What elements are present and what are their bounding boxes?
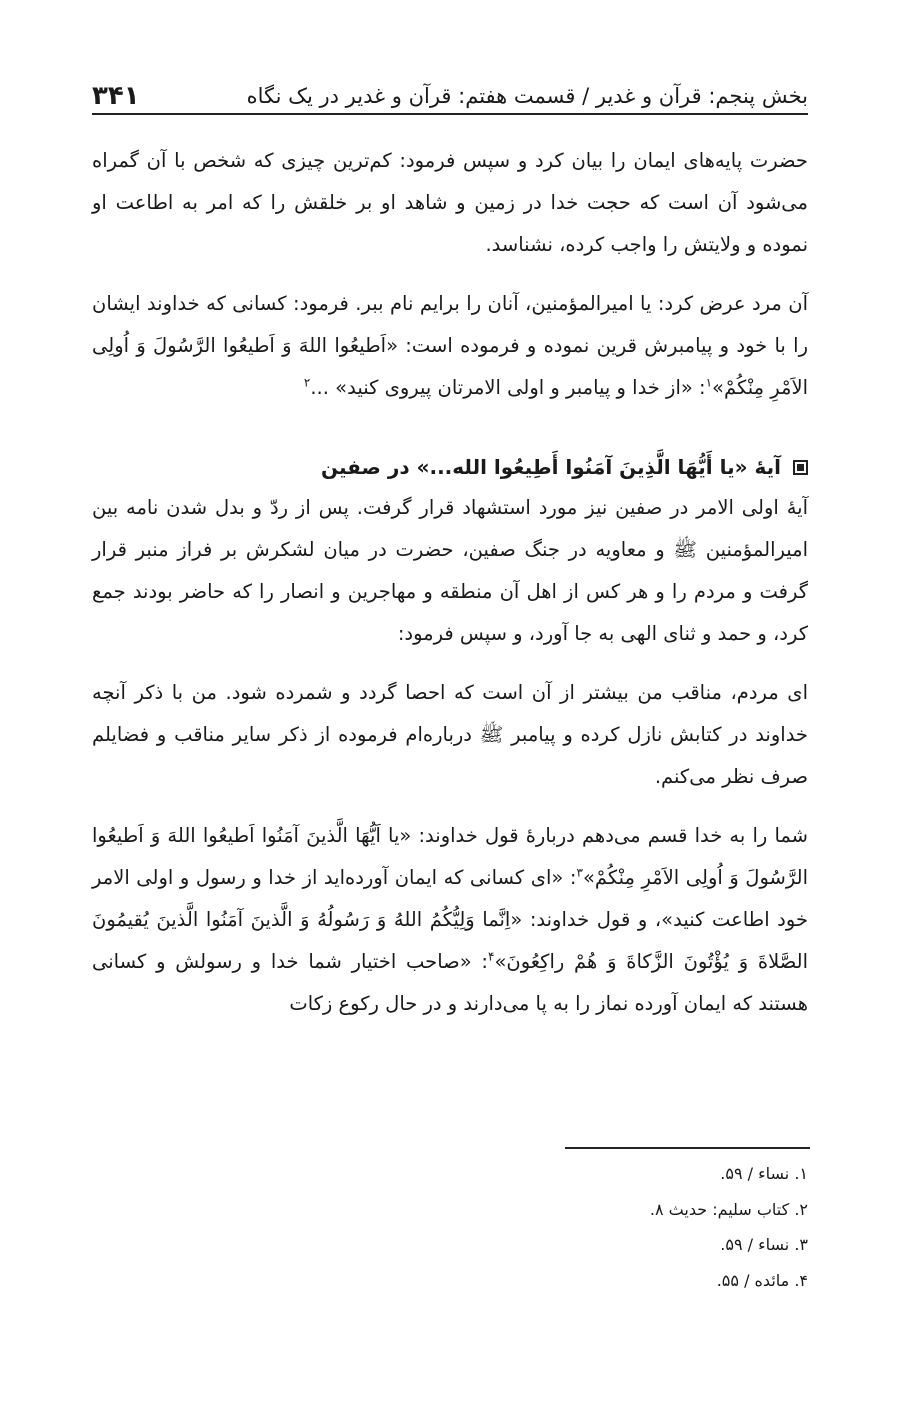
- page-header: [92, 70, 808, 110]
- footnote-ref-3[interactable]: ۳: [576, 865, 583, 880]
- footnotes: [508, 1156, 808, 1298]
- paragraph-2-tail: : «از خدا و پیامبر و اولی الامرتان پیروی کنید» ...: [310, 376, 706, 399]
- footnote-ref-1[interactable]: ۱: [705, 375, 713, 390]
- footnote-ref-2[interactable]: ۲: [303, 375, 311, 390]
- paragraph-2-text: آن مرد عرض کرد: یا امیرالمؤمنین، آنان را برایم نام ببر. فرمود: کسانی که خداوند ایشان را با خود و پیامبرش قرین نموده و فرموده است: «اَطیعُوا اللهَ وَ اَطیعُوا الرَّسُولَ وَ اُولِی الاَمْرِ مِنْکُمْ»: [92, 292, 808, 399]
- footnote-2: ۲. کتاب سلیم: حدیث ۸.: [649, 1199, 808, 1219]
- paragraph-1: حضرت پایه‌های ایمان را بیان کرد و سپس فرمود: کم‌ترین چیزی که شخص با آن گمراه می‌شود آن است که حجت خدا در زمین و شاهد او بر خلقش را که امر به اطاعت او نموده و ولایتش را واجب کرده، نشناسد.: [92, 149, 808, 256]
- paragraph-2: [92, 283, 808, 409]
- paragraph-5-part-a: شما را به خدا قسم می‌دهم دربارهٔ قول خداوند: «یا اَیُّهَا الَّذینَ آمَنُوا اَطیعُوا اللهَ وَ اَطیعُوا الرَّسُولَ وَ اُولِی الاَمْرِ مِنْکُمْ»: [92, 824, 808, 889]
- paragraph-4: ای مردم، مناقب من بیشتر از آن است که احصا گردد و شمرده شود. من با ذکر آنچه خداوند در کتابش نازل کرده و پیامبر ﷺ درباره‌ام فرموده از ذکر سایر مناقب و فضایلم صرف نظر می‌کنم.: [92, 681, 808, 788]
- section-heading-text: آیهٔ «یا أَیُّهَا الَّذِینَ آمَنُوا أَطِیعُوا الله...» در صفین: [320, 455, 781, 479]
- footnote-ref-4[interactable]: ۴: [487, 949, 495, 964]
- paragraph-5-part-c: : «صاحب اختیار شما خدا و رسولش و کسانی هستند که ایمان آورده نماز را به پا می‌دارند و در حال رکوع زکات: [92, 950, 808, 1015]
- footnote-rule: [565, 1147, 810, 1149]
- page-number: ۳۴۱: [92, 81, 140, 111]
- square-bullet-icon: [793, 460, 808, 475]
- footnote-4: ۴. مائده / ۵۵.: [716, 1270, 808, 1290]
- paragraph-5: [92, 815, 808, 1025]
- section-heading: [92, 447, 808, 487]
- header-rule: [92, 113, 808, 115]
- footnote-3: ۳. نساء / ۵۹.: [720, 1235, 808, 1254]
- running-title: بخش پنجم: قرآن و غدیر / قسمت هفتم: قرآن و غدیر در یک نگاه: [246, 84, 808, 108]
- paragraph-5-part-b: : «ای کسانی که ایمان آورده‌اید از خدا و رسول و اولی الامر خود اطاعت کنید»، و قول خداوند: «اِنَّما وَلِیُّکُمُ اللهُ وَ رَسُولُهُ وَ الَّذینَ آمَنُوا الَّذینَ یُقیمُونَ الصَّلاةَ وَ یُؤْتُونَ الزَّکاةَ وَ هُمْ راکِعُونَ»: [92, 866, 808, 973]
- main-text: [92, 140, 808, 1025]
- paragraph-3: آیهٔ اولی الامر در صفین نیز مورد استشهاد قرار گرفت. پس از ردّ و بدل شدن نامه بین امیرالمؤمنین ﷺ و معاویه در جنگ صفین، حضرت در میان لشکرش بر فراز منبر قرار گرفت و مردم را و هر کس از اهل آن منطقه و مهاجرین و انصار را که حاضر بودند جمع کرد، و حمد و ثنای الهی به جا آورد، و سپس فرمود:: [92, 496, 808, 645]
- footnote-1: ۱. نساء / ۵۹.: [720, 1164, 808, 1183]
